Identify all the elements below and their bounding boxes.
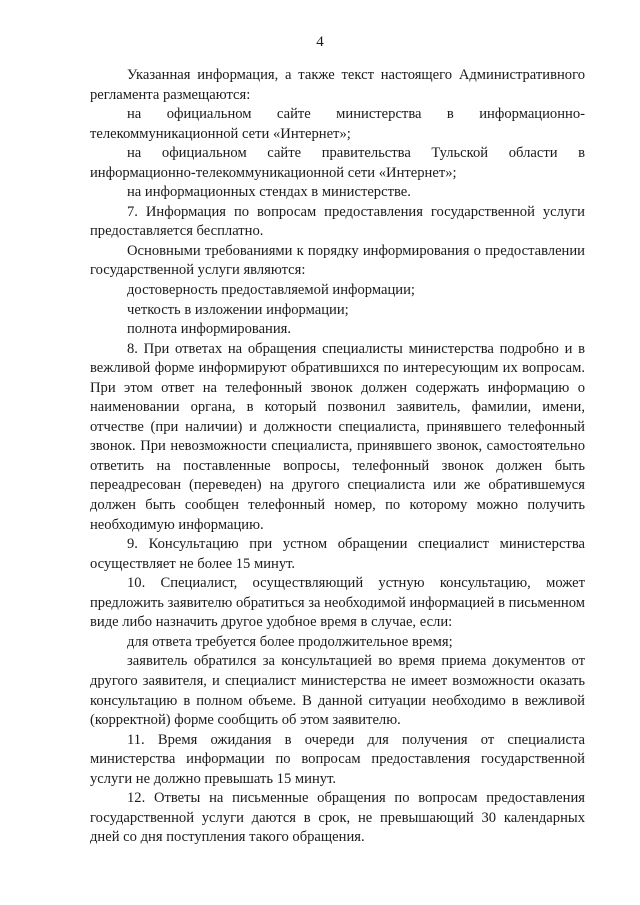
paragraph-completeness: полнота информирования. [127, 321, 292, 338]
page-number: 4 [316, 34, 324, 50]
paragraph-9-consultation-time: 9. Консультацию при устном обращении специалист министерства осуществляет не более 15 минут. [90, 536, 585, 572]
paragraph-info-stands: на информационных стендах в министерстве. [127, 184, 411, 201]
paragraph-government-website: на официальном сайте правительства Тульской области в информационно-телекоммуникационной сети «Интернет»; [90, 145, 585, 181]
paragraph-7-free-info: 7. Информация по вопросам предоставления государственной услуги предоставляется бесплатно. [90, 203, 585, 240]
paragraph-8-phone-answers: 8. При ответах на обращения специалисты министерства подробно и в вежливой форме информируют обратившихся по интересующим их вопросам. При этом ответ на телефонный звонок должен содержать информацию о наименовании органа, в который позвонил заявитель, фамилии, имени, отчестве (при наличии) и должности специалиста, принявшего телефонный звонок. При невозможности специалиста, принявшего звонок, самостоятельно ответить на поставленные вопросы, телефонный звонок должен быть переадресован (переведен) на другого специалиста или же обратившемуся должен быть сообщен телефонный номер, по которому можно получить необходимую информацию. [90, 340, 585, 533]
paragraph-11-queue-time: 11. Время ожидания в очереди для получения от специалиста министерства информации по вопросам предоставления государственной услуги не должно превышать 15 минут. [90, 731, 585, 787]
paragraph-publication-intro: Указанная информация, а также текст настоящего Административного регламента размещаются: [90, 67, 585, 103]
paragraph-clarity: четкость в изложении информации; [127, 301, 349, 318]
document-body [90, 66, 585, 848]
paragraph-ministry-website: на официальном сайте министерства в информационно-телекоммуникационной сети «Интернет»; [90, 106, 585, 142]
paragraph-reliability: достоверность предоставляемой информации; [127, 282, 415, 299]
paragraph-applicant-during-intake: заявитель обратился за консультацией во время приема документов от другого заявителя, и специалист министерства не имеет возможности оказать консультацию в полном объеме. В данной ситуации необходимо в вежливой (корректной) форме сообщить об этом заявителю. [90, 653, 585, 729]
paragraph-longer-time: для ответа требуется более продолжительное время; [127, 633, 453, 650]
paragraph-10-written-consultation: 10. Специалист, осуществляющий устную консультацию, может предложить заявителю обратиться за необходимой информацией в письменном виде либо назначить другое удобное время в случае, если: [90, 575, 585, 631]
paragraph-requirements: Основными требованиями к порядку информирования о предоставлении государственной услуги являются: [90, 242, 585, 279]
paragraph-12-written-answers: 12. Ответы на письменные обращения по вопросам предоставления государственной услуги даются в срок, не превышающий 30 календарных дней со дня поступления такого обращения. [90, 790, 585, 846]
